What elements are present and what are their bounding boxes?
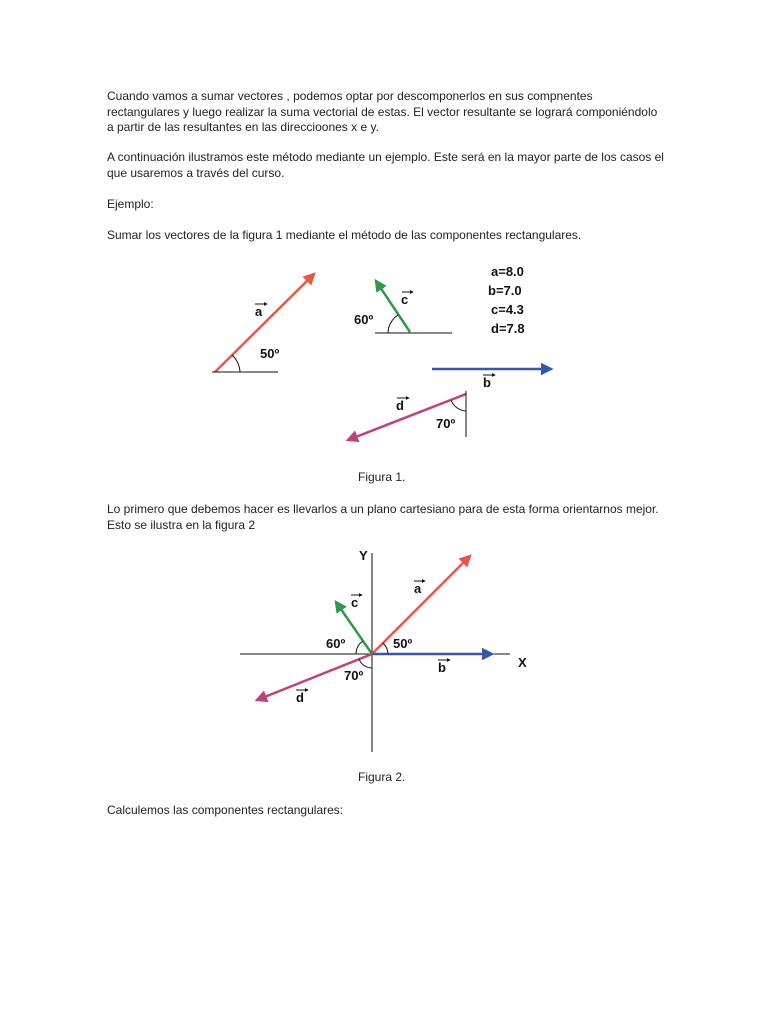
fig1-label-a: a: [255, 304, 263, 319]
paragraph-task: Sumar los vectores de la figura 1 mediante el método de las componentes rectangulares.: [107, 228, 582, 242]
fig2-axis-y-label: Y: [359, 548, 368, 563]
paragraph-method: A continuación ilustramos este método mediante un ejemplo. Este será en la mayor parte de los casos el que usaremos a través del curso.: [107, 150, 664, 180]
fig2-vector-a: [372, 556, 470, 654]
fig1-label-b: b: [483, 375, 491, 390]
paragraph-example-heading: Ejemplo:: [107, 197, 154, 211]
fig2-label-b: b: [438, 660, 446, 675]
fig1-angle-d: 70º: [436, 416, 456, 431]
figure-2-caption: Figura 2.: [358, 770, 406, 784]
fig1-magnitude-c: c=4.3: [491, 302, 524, 317]
fig2-angle-d: 70º: [344, 668, 364, 683]
fig2-label-a: a: [414, 581, 422, 596]
paragraph-calculate: Calculemos las componentes rectangulares:: [107, 803, 344, 817]
fig2-arc-c: [356, 641, 363, 654]
fig1-magnitude-a: a=8.0: [491, 264, 524, 279]
fig1-angle-c: 60º: [354, 312, 374, 327]
fig2-angle-a: 50º: [393, 636, 413, 651]
fig2-label-d: d: [296, 690, 304, 705]
paragraph-cartesian: Lo primero que debemos hacer es llevarlos a un plano cartesiano para de esta forma orientarnos mejor. Esto se ilustra en la figura 2: [107, 502, 659, 532]
fig1-label-d: d: [396, 398, 404, 413]
fig1-magnitude-b: b=7.0: [488, 283, 522, 298]
fig1-angle-a: 50º: [260, 346, 280, 361]
fig2-arc-a: [383, 643, 388, 654]
fig2-arc-d: [359, 659, 372, 668]
figure-1-caption: Figura 1.: [358, 470, 406, 484]
fig1-magnitude-d: d=7.8: [491, 321, 525, 336]
fig1-label-c: c: [401, 292, 409, 307]
fig2-label-c: c: [351, 595, 359, 610]
fig2-angle-c: 60º: [326, 636, 346, 651]
paragraph-intro: Cuando vamos a sumar vectores , podemos optar por descomponerlos en sus compnentes rectangulares y luego realizar la suma vectorial de estas. El vector resultante se logrará componiéndolo a partir de las resultantes en las direccioones x e y.: [107, 89, 658, 134]
fig2-axis-x-label: X: [518, 655, 527, 670]
